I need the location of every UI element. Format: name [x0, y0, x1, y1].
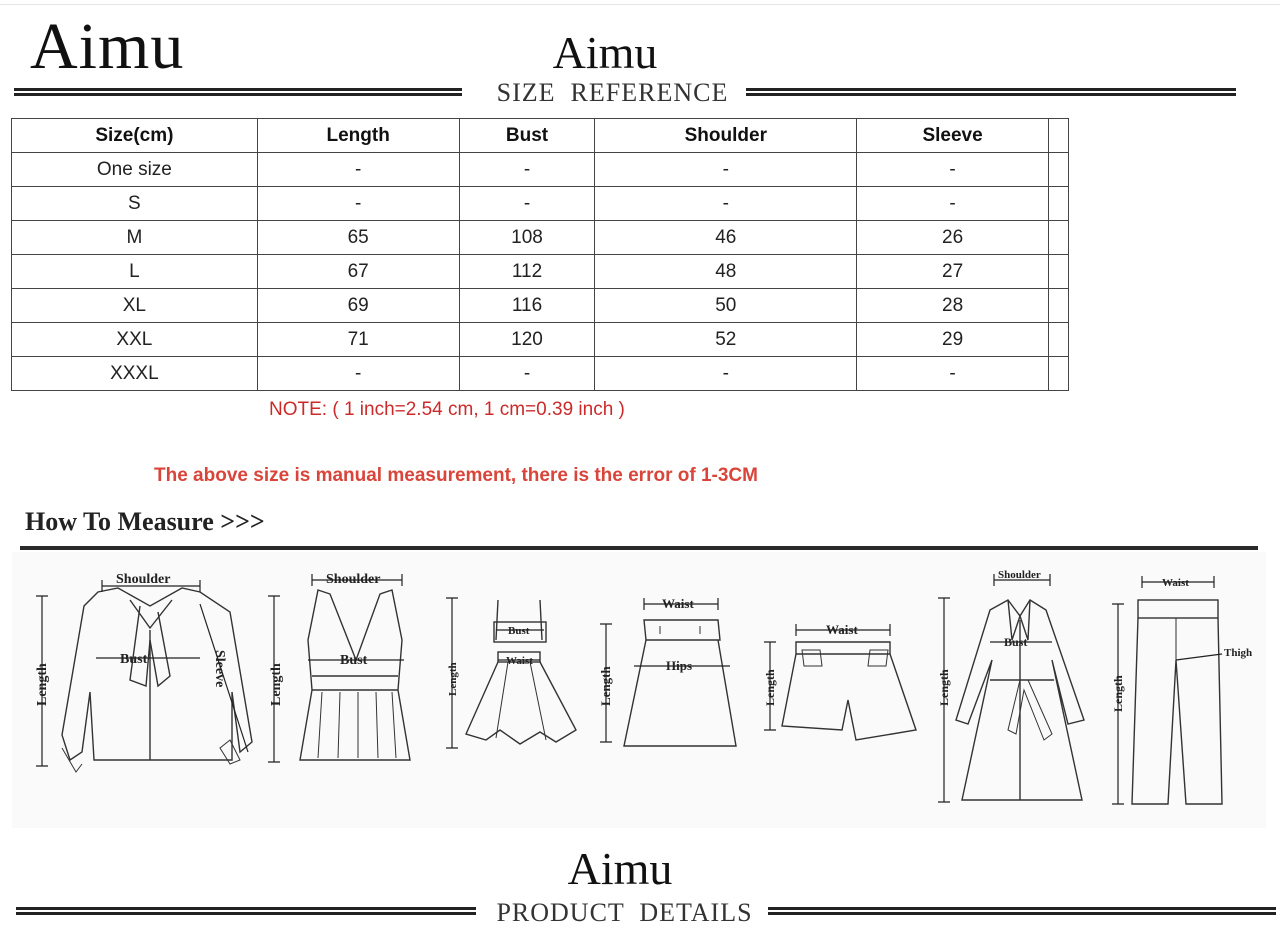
unit-conversion-note: NOTE: ( 1 inch=2.54 cm, 1 cm=0.39 inch ): [269, 399, 625, 420]
cell-bust: -: [459, 357, 595, 391]
section-brand-product-details: Aimu: [567, 843, 673, 894]
shorts-diagram: [782, 642, 916, 740]
cell-shoulder: 52: [595, 323, 857, 357]
size-reference-title: SIZE REFERENCE: [496, 78, 729, 107]
cell-bust: 108: [459, 221, 595, 255]
tank-diagram: [300, 590, 410, 760]
label-shoulder: Shoulder: [326, 572, 381, 587]
cell-size: M: [12, 221, 258, 255]
label-length: Length: [763, 669, 777, 706]
header-size: Size(cm): [12, 119, 258, 153]
label-length: Length: [937, 669, 951, 706]
cell-length: -: [257, 357, 459, 391]
label-waist: Waist: [826, 622, 858, 637]
label-length: Length: [598, 666, 613, 706]
label-waist: Waist: [506, 655, 533, 667]
cell-size: XXXL: [12, 357, 258, 391]
cell-size: One size: [12, 153, 258, 187]
cell-shoulder: -: [595, 153, 857, 187]
label-bust: Bust: [508, 625, 530, 637]
cell-sleeve: 28: [857, 289, 1049, 323]
header-sleeve: Sleeve: [857, 119, 1049, 153]
label-waist: Waist: [662, 596, 694, 611]
cell-length: 69: [257, 289, 459, 323]
cell-size: XL: [12, 289, 258, 323]
cell-shoulder: 46: [595, 221, 857, 255]
cell-length: 71: [257, 323, 459, 357]
header-bust: Bust: [459, 119, 595, 153]
label-thigh: Thigh: [1224, 647, 1253, 659]
footer-rule-left: [16, 907, 476, 915]
cell-size: S: [12, 187, 258, 221]
cell-length: 65: [257, 221, 459, 255]
label-bust: Bust: [340, 653, 368, 668]
cell-length: -: [257, 153, 459, 187]
dress-diagram: [466, 600, 576, 744]
cell-bust: 116: [459, 289, 595, 323]
cell-length: 67: [257, 255, 459, 289]
label-bust: Bust: [120, 652, 148, 667]
cell-bust: 112: [459, 255, 595, 289]
cell-bust: -: [459, 187, 595, 221]
label-length: Length: [447, 662, 459, 696]
label-shoulder: Shoulder: [116, 572, 171, 587]
label-shoulder: Shoulder: [998, 569, 1041, 581]
cell-shoulder: -: [595, 357, 857, 391]
label-hips: Hips: [666, 658, 693, 673]
section-brand-size-reference: Aimu: [552, 27, 658, 78]
footer-rule-right: [768, 907, 1276, 915]
how-to-measure-title: How To Measure >>>: [25, 507, 265, 536]
cell-sleeve: -: [857, 153, 1049, 187]
cell-sleeve: 27: [857, 255, 1049, 289]
header-shoulder: Shoulder: [595, 119, 857, 153]
label-length: Length: [1111, 675, 1125, 712]
cell-shoulder: -: [595, 187, 857, 221]
cell-shoulder: 48: [595, 255, 857, 289]
cell-sleeve: -: [857, 357, 1049, 391]
label-waist: Waist: [1162, 577, 1189, 589]
cell-size: L: [12, 255, 258, 289]
cell-sleeve: 26: [857, 221, 1049, 255]
cell-sleeve: -: [857, 187, 1049, 221]
cell-sleeve: 29: [857, 323, 1049, 357]
brand-logo: Aimu: [30, 10, 185, 83]
cell-bust: -: [459, 153, 595, 187]
cell-length: -: [257, 187, 459, 221]
cell-shoulder: 50: [595, 289, 857, 323]
cell-size: XXL: [12, 323, 258, 357]
measurement-error-warning: The above size is manual measurement, there is the error of 1-3CM: [154, 465, 758, 486]
product-details-title: PRODUCT DETAILS: [496, 898, 753, 927]
label-length: Length: [35, 663, 50, 706]
coat-diagram: [956, 600, 1084, 800]
label-length: Length: [269, 663, 284, 706]
label-bust: Bust: [1004, 635, 1028, 649]
header-length: Length: [257, 119, 459, 153]
pants-diagram: [1132, 600, 1222, 804]
cell-bust: 120: [459, 323, 595, 357]
skirt-diagram: [624, 620, 736, 746]
label-sleeve: Sleeve: [212, 650, 227, 688]
